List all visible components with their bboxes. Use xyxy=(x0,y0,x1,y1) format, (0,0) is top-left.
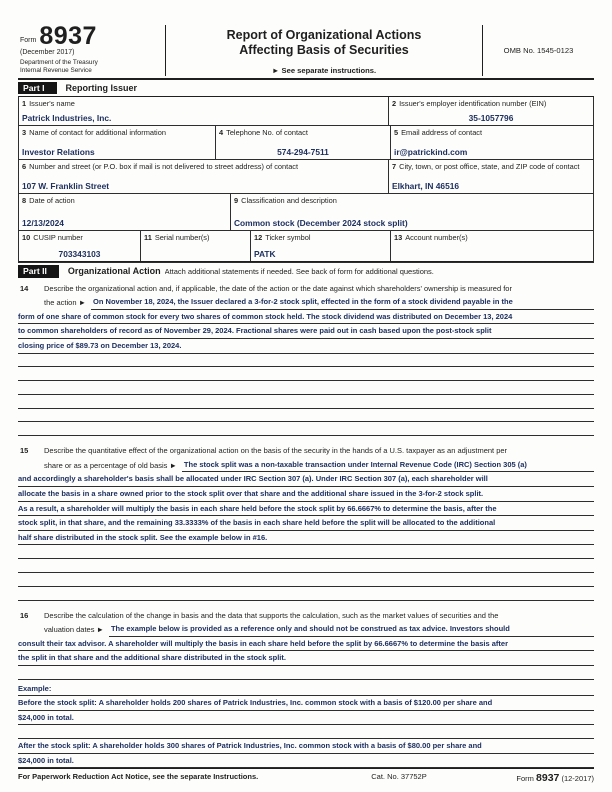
blank-ruled-line xyxy=(18,559,594,573)
blank-ruled-line xyxy=(18,367,594,381)
field-number: 1 xyxy=(22,98,27,108)
form-title-line1: Report of Organizational Actions xyxy=(226,28,422,42)
field-label: Number and street (or P.O. box if mail is not delivered to street address) of contact xyxy=(29,161,299,171)
field-number: 12 xyxy=(254,232,263,242)
field-number: 6 xyxy=(22,161,27,171)
blank-ruled-line xyxy=(18,409,594,423)
field-label: Ticker symbol xyxy=(265,232,311,242)
part2-chip: Part II xyxy=(18,265,59,278)
part1-chip: Part I xyxy=(18,82,57,95)
field-number: 7 xyxy=(392,161,397,171)
form-revision: (December 2017) xyxy=(20,49,75,57)
question-text: Describe the calculation of the change in basis and the data that supports the calculation, such as the market values of securities and the xyxy=(44,610,499,620)
blank-ruled-line xyxy=(18,395,594,409)
line14-section xyxy=(18,283,594,437)
field-label: Telephone No. of contact xyxy=(226,127,308,137)
answer-lines xyxy=(18,637,594,666)
field-ticker xyxy=(251,231,391,261)
field-label: Account number(s) xyxy=(405,232,468,242)
footer-form-word: Form xyxy=(516,774,534,784)
reporting-issuer-table xyxy=(18,96,594,263)
blank-ruled-line xyxy=(18,545,594,559)
form-title-line2: Affecting Basis of Securities xyxy=(239,42,409,57)
answer-line: The stock split was a non-taxable transaction under Internal Revenue Code (IRC) Section 305 (a) xyxy=(182,458,594,473)
line15-section xyxy=(18,445,594,600)
field-number: 9 xyxy=(234,195,239,205)
answer-lines xyxy=(18,310,594,354)
serial-numbers-value xyxy=(144,259,247,260)
question-text: Describe the quantitative effect of the organizational action on the basis of the security in the hands of a U.S. taxpayer as an adjustment per xyxy=(44,446,508,456)
paperwork-notice: For Paperwork Reduction Act Notice, see the separate Instructions. xyxy=(18,772,259,782)
answer-line: to common shareholders of record as of November 29, 2024. Fractional shares were paid out in cash based upon the post-stock split xyxy=(18,324,594,339)
line16-section xyxy=(18,610,594,769)
ein-value: 35-1057796 xyxy=(468,113,514,123)
classification-value: Common stock (December 2024 stock split) xyxy=(234,218,408,228)
field-number: 2 xyxy=(392,98,397,108)
answer-line: allocate the basis in a share owned prior to the stock split over that share and the additional share issued in the 3-for-2 stock split. xyxy=(18,487,594,502)
blank-ruled-line xyxy=(18,422,594,436)
street-address-value: 107 W. Franklin Street xyxy=(22,181,110,191)
field-label: Serial number(s) xyxy=(154,232,210,242)
city-state-zip-value: Elkhart, IN 46516 xyxy=(392,181,460,191)
field-label: Name of contact for additional information xyxy=(29,127,166,137)
form-header xyxy=(18,22,594,80)
answer-line: form of one share of common stock for every two shares of common stock held. The stock dividend was distributed on December 13, 2024 xyxy=(18,310,594,325)
question-text-continued: the action ► xyxy=(44,298,87,308)
answer-line: Before the stock split: A shareholder holds 200 shares of Patrick Industries, Inc. common stock with a basis of $120.00 per share and xyxy=(18,696,594,711)
field-number: 11 xyxy=(144,232,152,242)
footer-form-revision: (12-2017) xyxy=(561,774,594,784)
field-date-of-action xyxy=(19,194,231,230)
form-title-block xyxy=(166,25,482,76)
answer-line: Example: xyxy=(18,682,594,697)
answer-line: After the stock split: A shareholder holds 300 shares of Patrick Industries, Inc. common stock with a basis of $80.00 per share and xyxy=(18,739,594,754)
agency-line1: Department of the Treasury xyxy=(20,59,98,67)
blank-ruled-lines xyxy=(18,354,594,437)
field-label: Email address of contact xyxy=(401,127,483,137)
field-city-state-zip xyxy=(389,160,593,193)
table-row xyxy=(19,126,593,160)
answer-line: $24,000 in total. xyxy=(18,711,594,726)
field-email xyxy=(391,126,593,159)
question-text-continued: share or as a percentage of old basis ► xyxy=(44,460,177,470)
field-telephone xyxy=(216,126,391,159)
omb-number: OMB No. 1545-0123 xyxy=(503,45,574,55)
footer-form-id xyxy=(474,772,594,784)
footer-form-number: 8937 xyxy=(536,772,560,785)
agency-line2: Internal Revenue Service xyxy=(20,66,92,74)
answer-line: The example below is provided as a reference only and should not be construed as tax advice. Investors should xyxy=(109,622,594,637)
answer-line xyxy=(18,725,594,739)
field-ein xyxy=(389,97,593,125)
date-of-action-value: 12/13/2024 xyxy=(22,218,64,228)
part2-bar xyxy=(18,263,594,280)
field-number: 4 xyxy=(219,127,224,137)
example-block xyxy=(18,682,594,769)
answer-lines xyxy=(18,472,594,545)
table-row xyxy=(19,231,593,262)
contact-name-value: Investor Relations xyxy=(22,147,95,157)
account-numbers-value xyxy=(394,259,590,260)
field-street-address xyxy=(19,160,389,193)
field-label: Classification and description xyxy=(241,195,337,205)
field-number: 5 xyxy=(394,127,399,137)
field-serial-numbers xyxy=(141,231,251,261)
answer-line: stock split, in that share, and the remaining 33.3333% of the basis in each share held before the split will be allocated to the additional xyxy=(18,516,594,531)
cusip-value: 703343103 xyxy=(58,249,101,259)
table-row xyxy=(19,160,593,194)
blank-ruled-line xyxy=(18,666,594,680)
part1-title: Reporting Issuer xyxy=(65,82,138,93)
field-account-numbers xyxy=(391,231,593,261)
blank-ruled-line xyxy=(18,573,594,587)
answer-line: On November 18, 2024, the Issuer declared a 3-for-2 stock split, effected in the form of a stock dividend payable in the xyxy=(91,295,594,310)
answer-line: the split in that share and the additional share distributed in the stock split. xyxy=(18,651,594,666)
ticker-value: PATK xyxy=(254,249,276,259)
omb-block xyxy=(482,25,594,76)
part2-title: Organizational Action xyxy=(67,266,161,277)
field-number: 3 xyxy=(22,127,27,137)
field-label: Date of action xyxy=(29,195,75,205)
form-number-block xyxy=(18,22,166,76)
field-label: CUSIP number xyxy=(33,232,83,242)
field-cusip xyxy=(19,231,141,261)
form-word: Form xyxy=(20,37,37,45)
field-label: Issuer's employer identification number (EIN) xyxy=(399,98,547,108)
issuer-name-value: Patrick Industries, Inc. xyxy=(22,113,112,123)
field-number: 10 xyxy=(22,232,31,242)
field-issuer-name xyxy=(19,97,389,125)
part2-subtitle: Attach additional statements if needed. See back of form for additional questions. xyxy=(164,266,434,276)
field-number: 8 xyxy=(22,195,27,205)
question-number: 14 xyxy=(20,283,29,293)
blank-ruled-lines xyxy=(18,666,594,680)
table-row xyxy=(19,97,593,126)
blank-ruled-line xyxy=(18,381,594,395)
answer-line: $24,000 in total. xyxy=(18,754,594,769)
form-footer xyxy=(18,768,594,784)
table-row xyxy=(19,194,593,231)
telephone-value: 574-294-7511 xyxy=(277,147,329,157)
answer-line: As a result, a shareholder will multiply the basis in each share held before the stock split by 66.6667% to determine the basis, after the xyxy=(18,502,594,517)
question-text-continued: valuation dates ► xyxy=(44,625,104,635)
field-label: City, town, or post office, state, and ZIP code of contact xyxy=(399,161,580,171)
blank-ruled-lines xyxy=(18,545,594,600)
question-text: Describe the organizational action and, if applicable, the date of the action or the date against which shareholders' ownership is measured for xyxy=(44,283,512,293)
answer-line: closing price of $89.73 on December 13, 2024. xyxy=(18,339,594,354)
field-contact-name xyxy=(19,126,216,159)
catalog-number: Cat. No. 37752P xyxy=(371,772,427,782)
answer-line: half share distributed in the stock split. See the example below in #16. xyxy=(18,531,594,546)
question-number: 16 xyxy=(20,610,29,620)
answer-line: and accordingly a shareholder's basis shall be allocated under IRC Section 307 (a). Under IRC Section 307 (a), each shareholder will xyxy=(18,472,594,487)
form-number: 8937 xyxy=(39,22,97,50)
question-number: 15 xyxy=(20,446,29,456)
answer-line: consult their tax advisor. A shareholder will multiply the basis in each share held before the split by 66.6667% to determine the basis after xyxy=(18,637,594,652)
field-classification xyxy=(231,194,593,230)
email-value: ir@patrickind.com xyxy=(394,147,468,157)
see-separate-instructions: ► See separate instructions. xyxy=(271,65,377,75)
field-number: 13 xyxy=(394,232,403,242)
field-label: Issuer's name xyxy=(29,98,75,108)
part1-bar xyxy=(18,80,594,97)
blank-ruled-line xyxy=(18,354,594,368)
blank-ruled-line xyxy=(18,587,594,601)
